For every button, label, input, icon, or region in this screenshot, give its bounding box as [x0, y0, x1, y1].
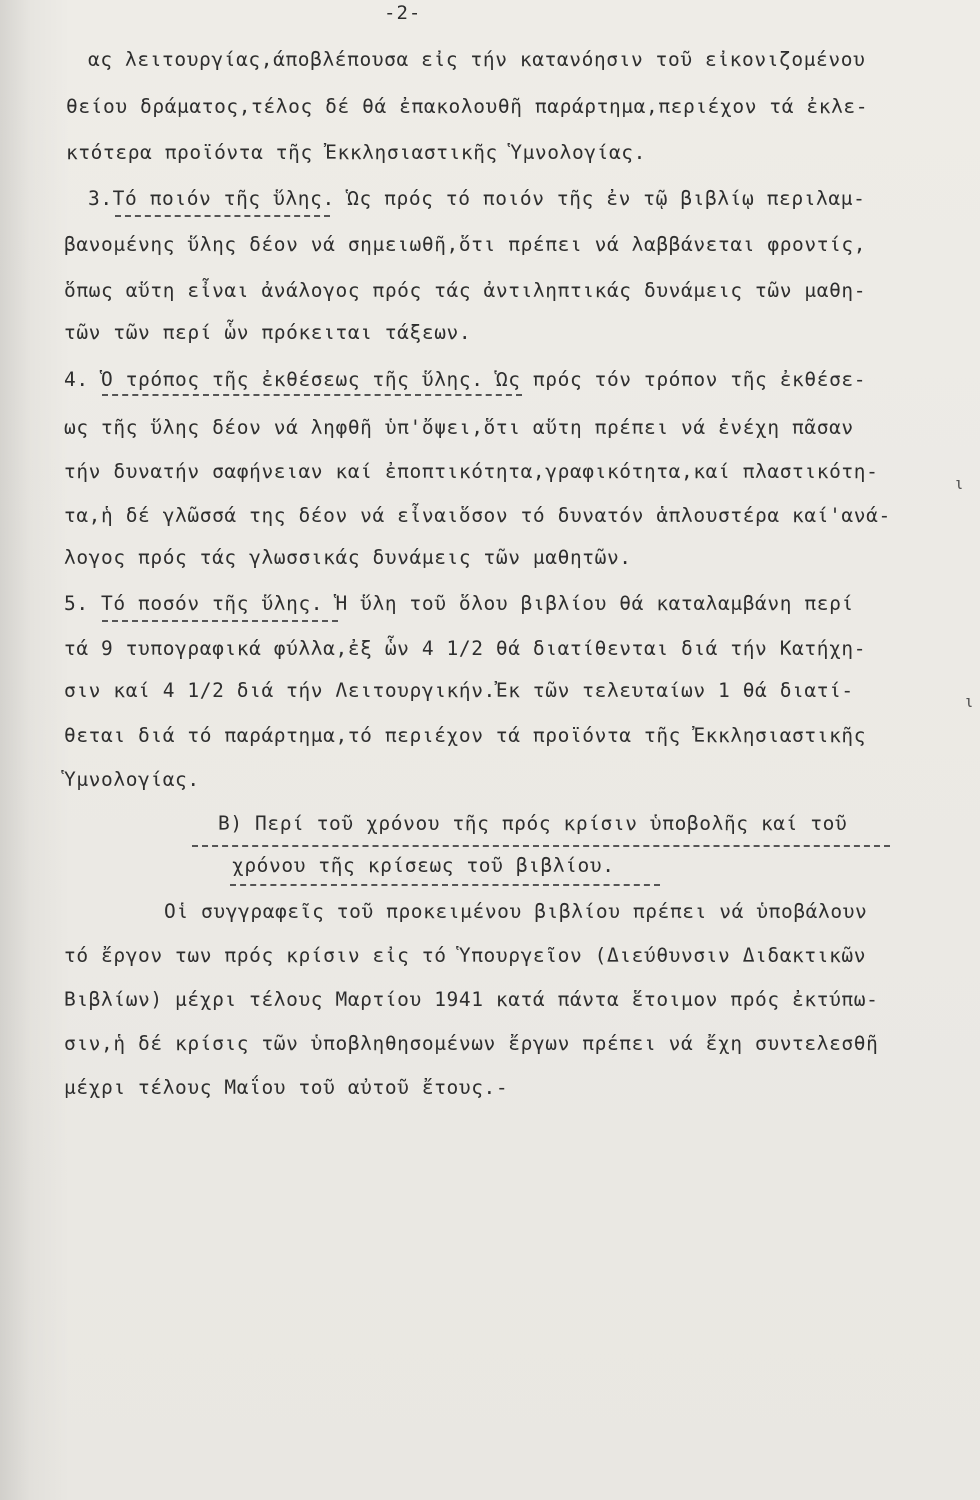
text-line: τῶν τῶν περί ὧν πρόκειται τάξεων.	[64, 321, 472, 344]
text-line: μέχρι τέλους Μαΐου τοῦ αὐτοῦ ἔτους.-	[64, 1076, 509, 1099]
section-5-underline	[102, 620, 338, 622]
text-line: σιν καί 4 1/2 διά τήν Λειτουργικήν.Ἐκ τῶν τελευταίων 1 θά διατί-	[64, 679, 854, 702]
text-line: ὅπως αὕτη εἶναι ἀνάλογος πρός τάς ἀντιληπτικάς δυνάμεις τῶν μαθη-	[64, 279, 867, 302]
text-line: ας λειτουργίας,άποβλέπουσα εἰς τήν κατανόησιν τοῦ εἰκονιζομένου	[88, 48, 866, 71]
section-4-line: 4. Ὁ τρόπος τῆς ἐκθέσεως τῆς ὕλης. Ὡς πρός τόν τρόπον τῆς ἐκθέσε-	[64, 368, 867, 391]
section-3-underline	[115, 215, 330, 217]
page-number: -2-	[384, 2, 422, 24]
section-4-underline	[102, 394, 522, 396]
text-line: κτότερα προϊόντα τῆς Ἐκκλησιαστικῆς Ὑμνολογίας.	[66, 141, 646, 164]
section-5-line: 5. Τό ποσόν τῆς ὕλης. Ἡ ὕλη τοῦ ὅλου βιβλίου θά καταλαμβάνη περί	[64, 592, 854, 615]
text-line: Βιβλίων) μέχρι τέλους Μαρτίου 1941 κατά πάντα ἕτοιμον πρός ἐκτύπω-	[64, 988, 879, 1011]
text-line: σιν,ἡ δέ κρίσις τῶν ὑποβληθησομένων ἔργων πρέπει νά ἔχη συντελεσθῆ	[64, 1032, 879, 1055]
text-line: Ὑμνολογίας.	[64, 768, 200, 791]
section-b-heading-line-2: χρόνου τῆς κρίσεως τοῦ βιβλίου.	[232, 854, 615, 877]
text-line: τα,ἡ δέ γλῶσσά της δέον νά εἶναιὅσον τό δυνατόν ἁπλουστέρα καί'ανά-	[64, 504, 891, 527]
text-line: τό ἔργον των πρός κρίσιν εἰς τό Ὑπουργεῖον (Διεύθυνσιν Διδακτικῶν	[64, 944, 867, 967]
text-line: βανομένης ὕλης δέον νά σημειωθῆ,ὅτι πρέπει νά λαββάνεται φροντίς,	[64, 233, 867, 256]
section-b-heading-line-1: Β) Περί τοῦ χρόνου τῆς πρός κρίσιν ὑποβολῆς καί τοῦ	[218, 812, 848, 835]
text-line: τήν δυνατήν σαφήνειαν καί ἐποπτικότητα,γραφικότητα,καί πλαστικότη-	[64, 460, 879, 483]
text-line: θεται διά τό παράρτημα,τό περιέχον τά προϊόντα τῆς Ἐκκλησιαστικῆς	[64, 724, 867, 747]
text-line: λογος πρός τάς γλωσσικάς δυνάμεις τῶν μαθητῶν.	[64, 546, 632, 569]
text-line: ως τῆς ὕλης δέον νά ληφθῆ ὑπ'ὄψει,ὅτι αὕτη πρέπει νά ἐνέχη πᾶσαν	[64, 416, 854, 439]
text-line: τά 9 τυπογραφικά φύλλα,ἐξ ὧν 4 1/2 θά διατίθενται διά τήν Κατήχη-	[64, 637, 867, 660]
text-line: θείου δράματος,τέλος δέ θά ἐπακολουθῆ παράρτημα,περιέχον τά ἐκλε-	[66, 95, 869, 118]
section-b-underline-2	[230, 884, 660, 886]
text-line: Οἱ συγγραφεῖς τοῦ προκειμένου βιβλίου πρέπει νά ὑποβάλουν	[164, 900, 868, 923]
section-b-underline-1	[192, 845, 890, 847]
margin-mark: ι	[954, 474, 964, 493]
section-3-line: 3.Τό ποιόν τῆς ὕλης. Ὡς πρός τό ποιόν τῆς ἐν τῷ βιβλίῳ περιλαμ-	[88, 187, 866, 210]
margin-mark: ι	[964, 692, 974, 711]
